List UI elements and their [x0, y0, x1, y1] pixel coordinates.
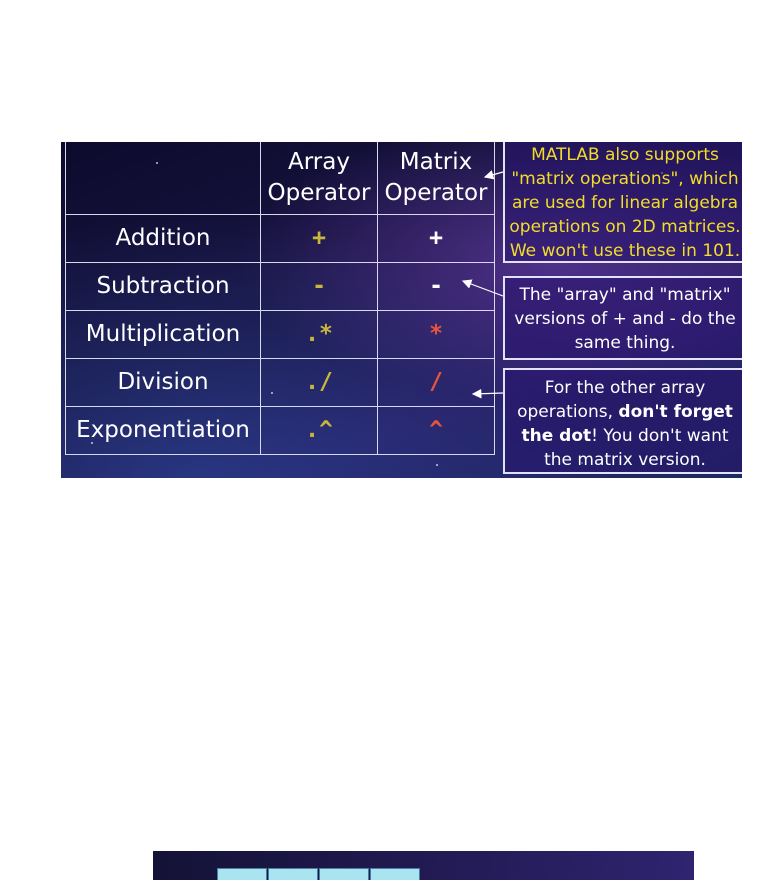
- array-cell: [319, 868, 369, 880]
- callout-line: the matrix version.: [544, 450, 706, 470]
- header-line: Matrix: [399, 149, 473, 175]
- callout-line: are used for linear algebra: [511, 193, 739, 213]
- callout-bold-text: the dot: [521, 426, 592, 446]
- dont-forget-dot-callout: [503, 368, 742, 474]
- callout-text: ! You don't want: [591, 426, 729, 446]
- matrix-operator-symbol: +: [378, 215, 495, 263]
- table-row-exponentiation: [66, 407, 495, 455]
- array-operator-symbol: ./: [261, 359, 378, 407]
- table-row-addition: [66, 215, 495, 263]
- array-cell: [370, 868, 420, 880]
- callout-text: operations,: [517, 402, 619, 422]
- second-slide-preview: [153, 851, 694, 880]
- callout-line: [505, 400, 742, 424]
- header-line: Operator: [384, 180, 488, 206]
- background-star: [436, 464, 438, 466]
- operation-name: Division: [66, 359, 261, 407]
- callout-line: The "array" and "matrix": [519, 285, 731, 305]
- matrix-operator-symbol: -: [378, 263, 495, 311]
- header-line: Array: [288, 149, 350, 175]
- array-operator-symbol: +: [261, 215, 378, 263]
- operators-slide: [61, 142, 742, 478]
- array-cell: [268, 868, 318, 880]
- operation-name: Exponentiation: [66, 407, 261, 455]
- table-row-multiplication: [66, 311, 495, 359]
- header-cell-empty: [66, 142, 261, 215]
- array-operator-symbol: .^: [261, 407, 378, 455]
- callout-line: versions of + and - do the: [514, 309, 736, 329]
- callout-line: operations on 2D matrices.: [509, 217, 741, 237]
- operation-name: Multiplication: [66, 311, 261, 359]
- callout-line: We won't use these in 101.: [509, 241, 741, 261]
- callout-bold-text: don't forget: [618, 402, 733, 422]
- callout-line: same thing.: [574, 333, 676, 353]
- same-thing-callout: [503, 276, 742, 360]
- callout-line: "matrix operations", which: [511, 169, 739, 189]
- matrix-operator-symbol: *: [378, 311, 495, 359]
- matrix-operator-symbol: /: [378, 359, 495, 407]
- table-row-subtraction: [66, 263, 495, 311]
- callout-line: [505, 424, 742, 448]
- table-header-row: [66, 142, 495, 215]
- header-line: Operator: [267, 180, 371, 206]
- matrix-operator-symbol: ^: [378, 407, 495, 455]
- array-operator-symbol: .*: [261, 311, 378, 359]
- array-cell: [217, 868, 267, 880]
- callout-line: For the other array: [544, 378, 706, 398]
- array-operator-symbol: -: [261, 263, 378, 311]
- header-cell-array-operator: [261, 142, 378, 215]
- table-row-division: [66, 359, 495, 407]
- operation-name: Subtraction: [66, 263, 261, 311]
- header-cell-matrix-operator: [378, 142, 495, 215]
- operation-name: Addition: [66, 215, 261, 263]
- callout-line: MATLAB also supports: [531, 145, 719, 165]
- operators-table: [65, 142, 495, 455]
- matrix-operations-callout: [503, 142, 742, 263]
